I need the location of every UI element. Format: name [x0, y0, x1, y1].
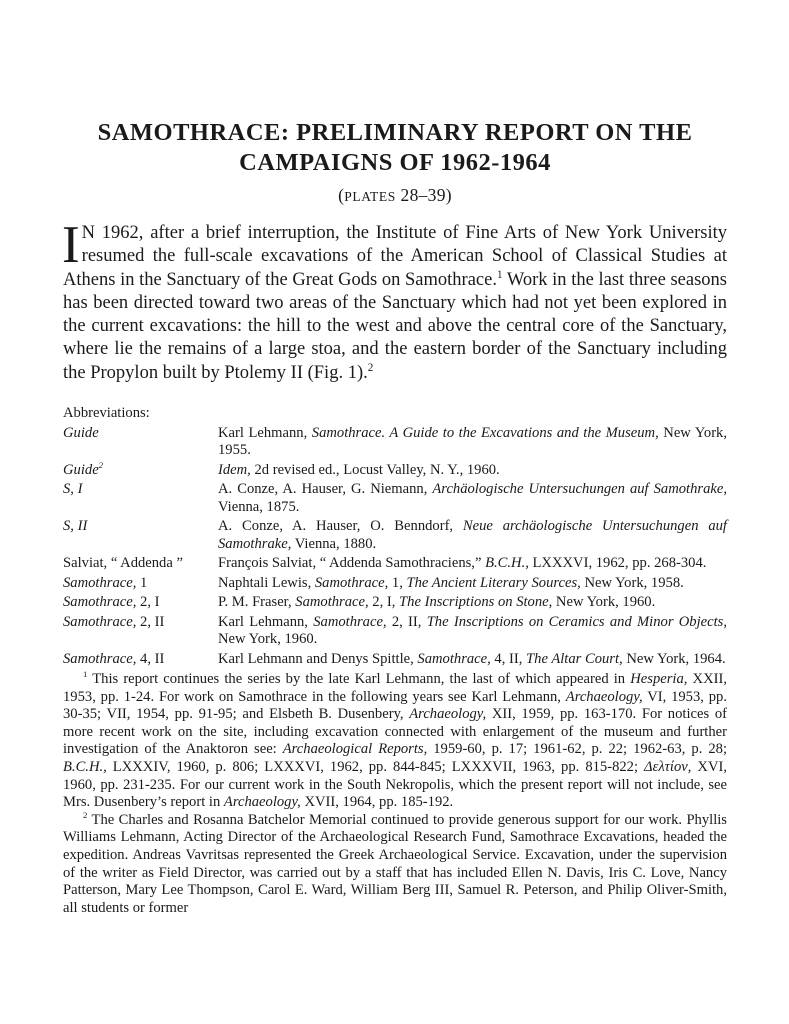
abbreviation-value: Karl Lehmann and Denys Spittle, Samothrace, 4, II, The Altar Court, New York, 1964. [218, 650, 726, 667]
abbreviation-key: Salviat, “ Addenda ” [63, 555, 183, 572]
intro-paragraph: I N 1962, after a brief interruption, the Institute of Fine Arts of New York University resumed the full-scale excavations of the American School of Classical Studies at Athens in the Sanctuary of the Great Gods on Samothrace.$^1$ Work in the last three seasons has been directed toward two areas of the Sanctuary which had not yet been explored in the current excavations: the hill to the west and above the central core of the Sanctuary, where lie the remains of a large stoa, and the eastern border of the Sanctuary including the Propylon built by Ptolemy II (Fig. 1).$^2$ [62, 216, 727, 383]
abbreviation-key: Samothrace, 1 [63, 574, 148, 591]
footnote-number: 1 [83, 669, 88, 680]
abbreviation-row [63, 614, 727, 649]
abbreviations-list [63, 425, 727, 669]
abbreviation-row [63, 651, 727, 669]
abbreviation-row [63, 518, 727, 553]
abbreviation-row [63, 594, 727, 612]
article-title [63, 118, 727, 178]
abbreviation-row [63, 425, 727, 460]
abbreviation-row [63, 459, 727, 480]
abbreviation-value: P. M. Fraser, Samothrace, 2, I, The Inscriptions on Stone, New York, 1960. [218, 594, 656, 611]
footnote-ref-2[interactable]: 2 [367, 361, 374, 374]
abbreviation-key: Samothrace, 2, I [63, 594, 160, 611]
abbreviation-value: A. Conze, A. Hauser, O. Benndorf, Neue archäologische Untersuchungen auf Samothrake, Vienna, 1880. [218, 518, 727, 552]
abbreviation-key: Guide [63, 424, 99, 441]
abbreviations-heading: Abbreviations: [63, 405, 150, 422]
abbreviation-row [63, 555, 727, 573]
drop-cap: I [62, 216, 80, 274]
abbreviation-row [63, 575, 727, 593]
title-line-1: SAMOTHRACE: PRELIMINARY REPORT ON THE [97, 119, 693, 146]
footnote-2: $^2$ The Charles and Rosanna Batchelor Memorial continued to provide generous support for our work. Phyllis Williams Lehmann, Acting Director of the Archaeological Research Fund, Samothrace Excavations, headed the expedition. Andreas Vavritsas represented the Greek Archaeological Service. Excavation, under the supervision of the writer as Field Director, was carried out by a staff that has included Ellen N. Davis, Iris C. Love, Nancy Patterson, Mary Lee Thompson, Carol E. Ward, William Berg III, Samuel R. Peterson, and Philip Oliver-Smith, all students or former [63, 809, 727, 916]
abbreviation-key: Guide$^2$ [63, 459, 104, 478]
plates-word: PLATES [344, 189, 396, 204]
abbreviation-row [63, 481, 727, 516]
footnote-1: $^1$ This report continues the series by the late Karl Lehmann, the last of which appeared in Hesperia, XXII, 1953, pp. 1-24. For work on Samothrace in the following years see Karl Lehmann, Archaeology, VI, 1953, pp. 30-35; VII, 1954, pp. 91-95; and Elsbeth B. Dusenbery, Archaeology, XII, 1959, pp. 163-170. For notices of more recent work on the site, including excavation connected with enlargement of the museum and further investigation of the Anaktoron see: Archaeological Reports, 1959-60, p. 17; 1961-62, p. 22; 1962-63, p. 28; B.C.H., LXXXIV, 1960, p. 806; LXXXVI, 1962, pp. 844-845; LXXXVII, 1963, pp. 815-822; Δελτίον, XVI, 1960, pp. 231-235. For our current work in the South Nekropolis, which the present report will not include, see Mrs. Dusenbery’s report in Archaeology, XVII, 1964, pp. 185-192. [63, 669, 728, 811]
abbreviation-value: A. Conze, A. Hauser, G. Niemann, Archäologische Untersuchungen auf Samothrake, Vienna, 1875. [218, 481, 727, 515]
title-line-2: CAMPAIGNS OF 1962-1964 [239, 149, 551, 176]
abbreviation-value: Karl Lehmann, Samothrace. A Guide to the Excavations and the Museum, New York, 1955. [218, 424, 728, 459]
abbreviation-value: François Salviat, “ Addenda Samothraciens,” B.C.H., LXXXVI, 1962, pp. 268-304. [218, 555, 707, 572]
page [63, 118, 727, 917]
plates-range: 28–39) [395, 185, 452, 205]
footnotes [63, 671, 727, 917]
abbreviation-key: S, I [63, 481, 83, 498]
abbreviation-value: Idem, 2d revised ed., Locust Valley, N. Y., 1960. [218, 461, 500, 478]
abbreviation-key: S, II [63, 518, 88, 535]
plates-reference: (PLATES 28–39) [338, 185, 452, 205]
abbreviation-value: Karl Lehmann, Samothrace, 2, II, The Inscriptions on Ceramics and Minor Objects, New York, 1960. [218, 613, 727, 648]
abbreviation-value: Naphtali Lewis, Samothrace, 1, The Ancient Literary Sources, New York, 1958. [218, 574, 684, 591]
footnote-ref-1[interactable]: 1 [496, 268, 503, 281]
footnote-number: 2 [83, 809, 88, 820]
abbreviation-key: Samothrace, 4, II [63, 650, 165, 667]
abbreviation-key: Samothrace, 2, II [63, 613, 165, 630]
